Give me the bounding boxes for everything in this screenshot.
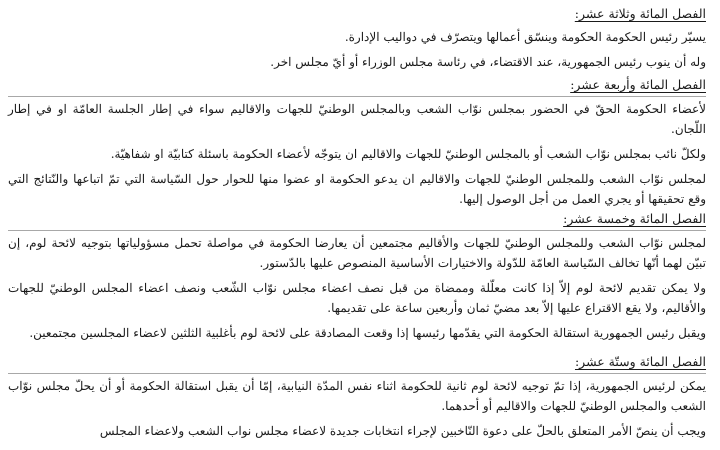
article-heading: الفصل المائة وخمسة عشر: xyxy=(563,211,706,226)
article-116 xyxy=(8,352,706,441)
article-paragraph: لأعضاء الحكومة الحقّ في الحضور بمجلس نوّاب الشعب وبالمجلس الوطنيّ للجهات والاقاليم سواء في إطار الجلسة العامّة او في إطار اللّجان. xyxy=(8,102,706,136)
document-body xyxy=(8,4,706,441)
article-paragraph: وله أن ينوب رئيس الجمهورية، عند الاقتضاء، في رئاسة مجلس الوزراء أو أيّ مجلس اخر. xyxy=(270,55,706,69)
article-heading: الفصل المائة وأربعة عشر: xyxy=(570,77,706,92)
article-paragraph: ولا يمكن تقديم لائحة لوم إلاّ إذا كانت معلّلة وممضاة من قبل نصف اعضاء مجلس نوّاب الشّعب ونصف اعضاء المجلس الوطنيّ للجهات والأقاليم، ولا يقع الاقتراع عليها إلاّ بعد مضيّ ثمان وأربعين ساعة على تقديمها. xyxy=(8,281,706,315)
article-paragraph: ويقبل رئيس الجمهورية استقالة الحكومة التي يقدّمها رئيسها إذا وقعت المصادقة على لائحة لوم بأغلبية الثلثين لاعضاء المجلسين مجتمعين. xyxy=(29,326,706,340)
article-paragraph: يمكن لرئيس الجمهورية، إذا تمّ توجيه لائحة لوم ثانية للحكومة اثناء نفس المدّة النيابية، إمّا أن يقبل استقالة الحكومة أو أن يحلّ مجلس نوّاب الشعب والمجلس الوطنيّ للجهات والاقاليم أو أحدهما. xyxy=(8,379,706,413)
article-heading: الفصل المائة وثلاثة عشر: xyxy=(574,6,706,21)
article-114 xyxy=(8,75,706,209)
heading-divider xyxy=(8,373,706,374)
article-heading: الفصل المائة وستّة عشر: xyxy=(574,354,706,369)
article-paragraph: لمجلس نوّاب الشعب وللمجلس الوطنيّ للجهات والأقاليم مجتمعين أن يعارضا الحكومة في مواصلة تحمل مسؤولياتها بتوجيه لائحة لوم، إن تبيّن لهما أنّها تخالف السّياسة العامّة للدّولة والاختيارات الأساسية المنصوص عليها بالدّستور. xyxy=(8,236,706,270)
heading-divider xyxy=(8,96,706,97)
heading-divider xyxy=(8,230,706,231)
article-paragraph: ولكلّ نائب بمجلس نوّاب الشعب أو بالمجلس الوطنيّ للجهات والاقاليم ان يتوجّه لأعضاء الحكومة باسئلة كتابيّة او شفاهيّة. xyxy=(110,147,706,161)
article-paragraph: يسيّر رئيس الحكومة الحكومة وينسّق أعمالها ويتصرّف في دواليب الإدارة. xyxy=(344,30,706,44)
article-paragraph: لمجلس نوّاب الشعب وللمجلس الوطنيّ للجهات والاقاليم ان يدعو الحكومة او عضوا منها للحوار حول السّياسة التي تمّ اتباعها والنّتائج التي وقع تحقيقها أو يجري العمل من أجل الوصول إليها. xyxy=(8,172,706,206)
article-113 xyxy=(8,4,706,72)
article-paragraph: ويجب أن ينصّ الأمر المتعلق بالحلّ على دعوة النّاخبين لإجراء انتخابات جديدة لاعضاء مجلس نواب الشعب ولاعضاء المجلس xyxy=(99,424,706,438)
article-115 xyxy=(8,209,706,343)
